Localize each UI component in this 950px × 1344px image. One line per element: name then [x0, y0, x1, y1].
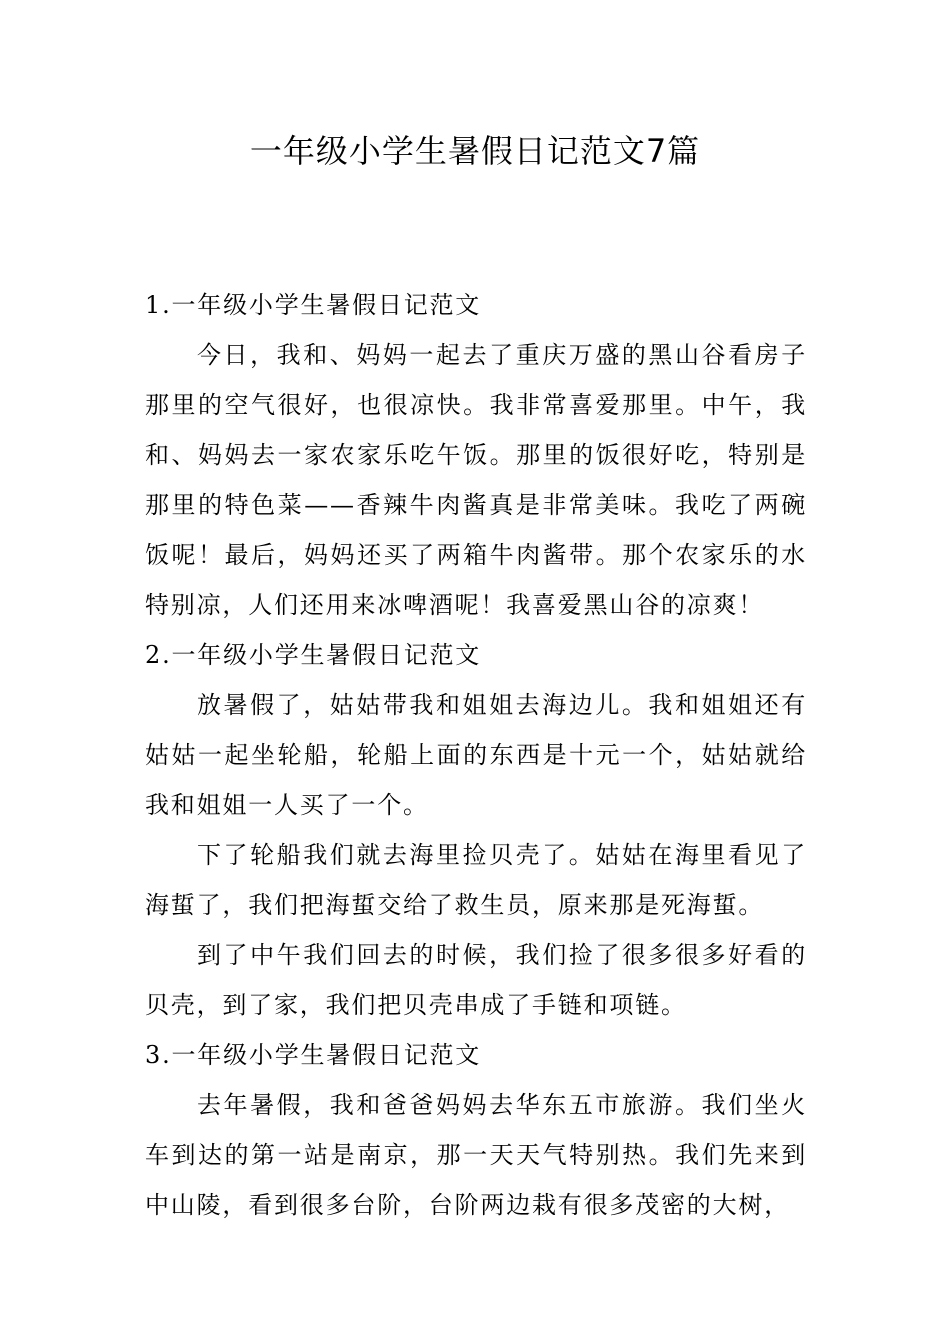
document-title: 一年级小学生暑假日记范文7篇 [249, 132, 701, 170]
paragraph: 放暑假了，姑姑带我和姐姐去海边儿。我和姐姐还有姑姑一起坐轮船，轮船上面的东西是十元一个，姑姑就给我和姐姐一人买了一个。 [145, 691, 807, 819]
paragraph: 下了轮船我们就去海里捡贝壳了。姑姑在海里看见了海蜇了，我们把海蜇交给了救生员，原来那是死海蜇。 [145, 841, 807, 919]
section-heading: 2.一年级小学生暑假日记范文 [145, 641, 482, 669]
paragraph: 到了中午我们回去的时候，我们捡了很多很多好看的贝壳，到了家，我们把贝壳串成了手链和项链。 [145, 941, 807, 1019]
section-heading: 3.一年级小学生暑假日记范文 [145, 1041, 482, 1069]
document-body [145, 280, 807, 1230]
paragraph: 去年暑假，我和爸爸妈妈去华东五市旅游。我们坐火车到达的第一站是南京，那一天天气特别热。我们先来到中山陵，看到很多台阶，台阶两边栽有很多茂密的大树， [145, 1091, 807, 1219]
paragraph: 今日，我和、妈妈一起去了重庆万盛的黑山谷看房子那里的空气很好，也很凉快。我非常喜爱那里。中午，我和、妈妈去一家农家乐吃午饭。那里的饭很好吃，特别是那里的特色菜——香辣牛肉酱真是非常美味。我吃了两碗饭呢！最后，妈妈还买了两箱牛肉酱带。那个农家乐的水特别凉，人们还用来冰啤酒呢！我喜爱黑山谷的凉爽！ [145, 341, 807, 619]
section-heading: 1.一年级小学生暑假日记范文 [145, 291, 482, 319]
